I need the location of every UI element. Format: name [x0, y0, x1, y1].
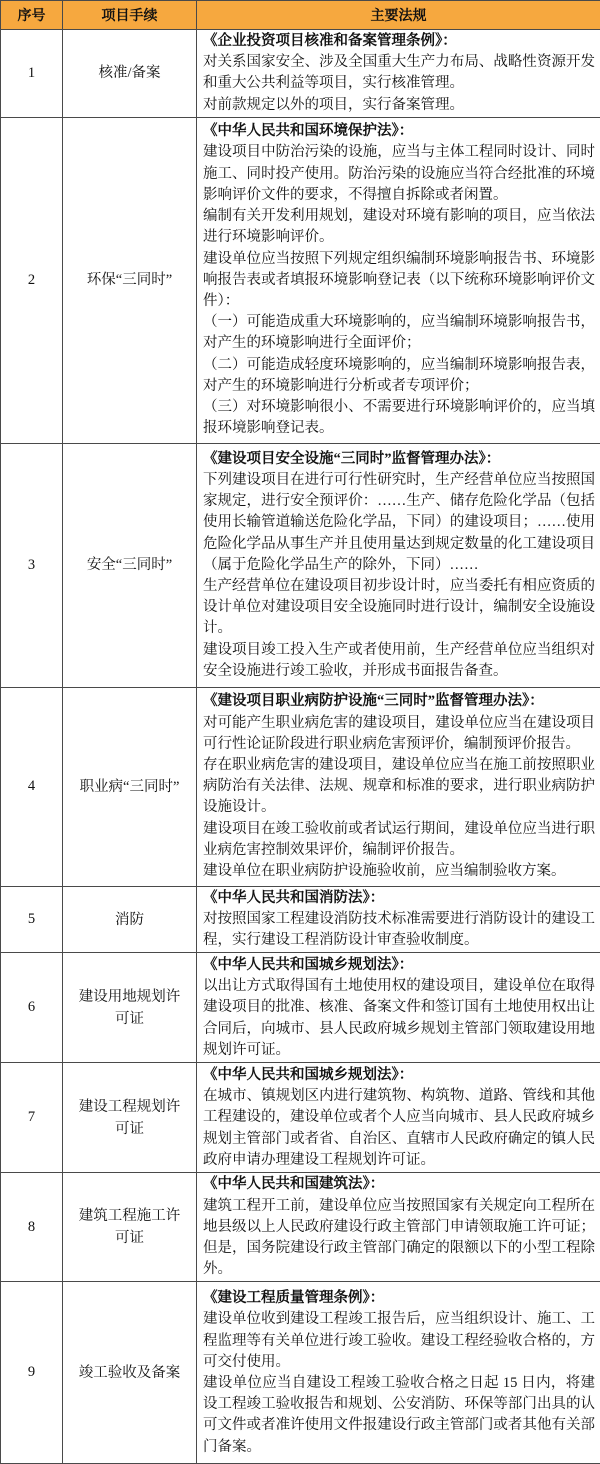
header-number: 序号 [1, 1, 63, 30]
table-row [1, 687, 600, 886]
regulation-cell [197, 30, 600, 118]
regulation-paragraph: （二）可能造成轻度环境影响的，应当编制环境影响报告表，对产生的环境影响进行分析或者专项评价； [203, 355, 595, 397]
procedure-name: 建筑工程施工许可证 [63, 1173, 197, 1282]
regulation-cell [197, 1282, 600, 1464]
procedure-name: 核准/备案 [63, 30, 197, 118]
regulation-title: 《建设工程质量管理条例》： [203, 1288, 595, 1309]
regulation-paragraph: （三）对环境影响很小、不需要进行环境影响评价的，应当填报环境影响登记表。 [203, 397, 595, 439]
table-row [1, 953, 600, 1063]
procedure-name: 竣工验收及备案 [63, 1282, 197, 1464]
header-row [1, 1, 600, 30]
regulation-paragraph: 下列建设项目在进行可行性研究时，生产经营单位应当按照国家规定，进行安全预评价：……生产、储存危险化学品（包括使用长输管道输送危险化学品，下同）的建设项目；……使用危险化学品从事生产并且使用量达到规定数量的化工建设项目（属于危险化学品生产的除外，下同）…… [203, 470, 595, 576]
regulation-paragraph: 建设项目在竣工验收前或者试运行期间，建设单位应当进行职业病危害控制效果评价，编制评价报告。 [203, 819, 595, 861]
regulation-paragraph: 对关系国家安全、涉及全国重大生产力布局、战略性资源开发和重大公共利益等项目，实行核准管理。 [203, 52, 595, 94]
procedure-name: 建设工程规划许可证 [63, 1063, 197, 1173]
table-row [1, 1282, 600, 1464]
regulation-cell [197, 1063, 600, 1173]
table-row [1, 886, 600, 953]
regulation-paragraph: 对按照国家工程建设消防技术标准需要进行消防设计的建设工程，实行建设工程消防设计审查验收制度。 [203, 909, 595, 951]
regulation-cell [197, 117, 600, 443]
regulation-title: 《中华人民共和国环境保护法》： [203, 121, 595, 142]
regulation-paragraph: 建设单位应当自建设工程竣工验收合格之日起 15 日内，将建设工程竣工验收报告和规划、公安消防、环保等部门出具的认可文件或者准许使用文件报建设行政主管部门或者其他有关部门备案。 [203, 1373, 595, 1458]
regulation-paragraph: 建设项目竣工投入生产或者使用前，生产经营单位应当组织对安全设施进行竣工验收，并形成书面报告备查。 [203, 640, 595, 682]
table-row [1, 443, 600, 687]
regulation-title: 《企业投资项目核准和备案管理条例》： [203, 31, 595, 52]
table-header [1, 1, 600, 30]
row-number: 5 [1, 886, 63, 953]
procedure-name: 职业病“三同时” [63, 687, 197, 886]
regulation-title: 《中华人民共和国城乡规划法》： [203, 1065, 595, 1086]
regulation-paragraph: 在城市、镇规划区内进行建筑物、构筑物、道路、管线和其他工程建设的，建设单位或者个人应当向城市、县人民政府城乡规划主管部门或者省、自治区、直辖市人民政府确定的镇人民政府申请办理建设工程规划许可证。 [203, 1086, 595, 1171]
regulation-cell [197, 687, 600, 886]
regulation-paragraph: 以出让方式取得国有土地使用权的建设项目，建设单位在取得建设项目的批准、核准、备案文件和签订国有土地使用权出让合同后，向城市、县人民政府城乡规划主管部门领取建设用地规划许可证。 [203, 976, 595, 1061]
table-body [1, 30, 600, 1464]
regulation-paragraph: 对可能产生职业病危害的建设项目，建设单位应当在建设项目可行性论证阶段进行职业病危害预评价，编制预评价报告。 [203, 713, 595, 755]
row-number: 7 [1, 1063, 63, 1173]
row-number: 9 [1, 1282, 63, 1464]
header-regulation: 主要法规 [197, 1, 600, 30]
regulation-title: 《建设项目安全设施“三同时”监督管理办法》： [203, 449, 595, 470]
procedure-name: 安全“三同时” [63, 443, 197, 687]
row-number: 1 [1, 30, 63, 118]
table-row [1, 30, 600, 118]
regulation-cell [197, 886, 600, 953]
regulation-cell [197, 1173, 600, 1282]
row-number: 8 [1, 1173, 63, 1282]
regulation-title: 《中华人民共和国城乡规划法》： [203, 955, 595, 976]
regulation-paragraph: 存在职业病危害的建设项目，建设单位应当在施工前按照职业病防治有关法律、法规、规章和标准的要求，进行职业病防护设施设计。 [203, 755, 595, 819]
regulation-paragraph: 建设单位在职业病防护设施验收前，应当编制验收方案。 [203, 861, 595, 882]
regulation-paragraph: 编制有关开发利用规划，建设对环境有影响的项目，应当依法进行环境影响评价。 [203, 206, 595, 248]
procedure-name: 消防 [63, 886, 197, 953]
regulation-paragraph: （一）可能造成重大环境影响的，应当编制环境影响报告书，对产生的环境影响进行全面评价； [203, 312, 595, 354]
row-number: 3 [1, 443, 63, 687]
table-row [1, 1063, 600, 1173]
procedure-name: 环保“三同时” [63, 117, 197, 443]
regulation-title: 《建设项目职业病防护设施“三同时”监督管理办法》： [203, 691, 595, 712]
regulation-cell [197, 953, 600, 1063]
regulation-paragraph: 建设单位收到建设工程竣工报告后，应当组织设计、施工、工程监理等有关单位进行竣工验收。建设工程经验收合格的，方可交付使用。 [203, 1309, 595, 1373]
regulation-paragraph: 对前款规定以外的项目，实行备案管理。 [203, 95, 595, 116]
table-row [1, 1173, 600, 1282]
regulation-paragraph: 建设单位应当按照下列规定组织编制环境影响报告书、环境影响报告表或者填报环境影响登记表（以下统称环境影响评价文件）： [203, 249, 595, 313]
procedure-name: 建设用地规划许可证 [63, 953, 197, 1063]
row-number: 2 [1, 117, 63, 443]
regulation-title: 《中华人民共和国建筑法》： [203, 1174, 595, 1195]
regulation-paragraph: 建设项目中防治污染的设施，应当与主体工程同时设计、同时施工、同时投产使用。防治污染的设施应当符合经批准的环境影响评价文件的要求，不得擅自拆除或者闲置。 [203, 142, 595, 206]
header-procedure: 项目手续 [63, 1, 197, 30]
table-row [1, 117, 600, 443]
regulation-paragraph: 建筑工程开工前，建设单位应当按照国家有关规定向工程所在地县级以上人民政府建设行政主管部门申请领取施工许可证；但是，国务院建设行政主管部门确定的限额以下的小型工程除外。 [203, 1196, 595, 1281]
regulation-paragraph: 生产经营单位在建设项目初步设计时，应当委托有相应资质的设计单位对建设项目安全设施同时进行设计，编制安全设施设计。 [203, 576, 595, 640]
regulation-cell [197, 443, 600, 687]
regulation-title: 《中华人民共和国消防法》： [203, 888, 595, 909]
row-number: 6 [1, 953, 63, 1063]
row-number: 4 [1, 687, 63, 886]
